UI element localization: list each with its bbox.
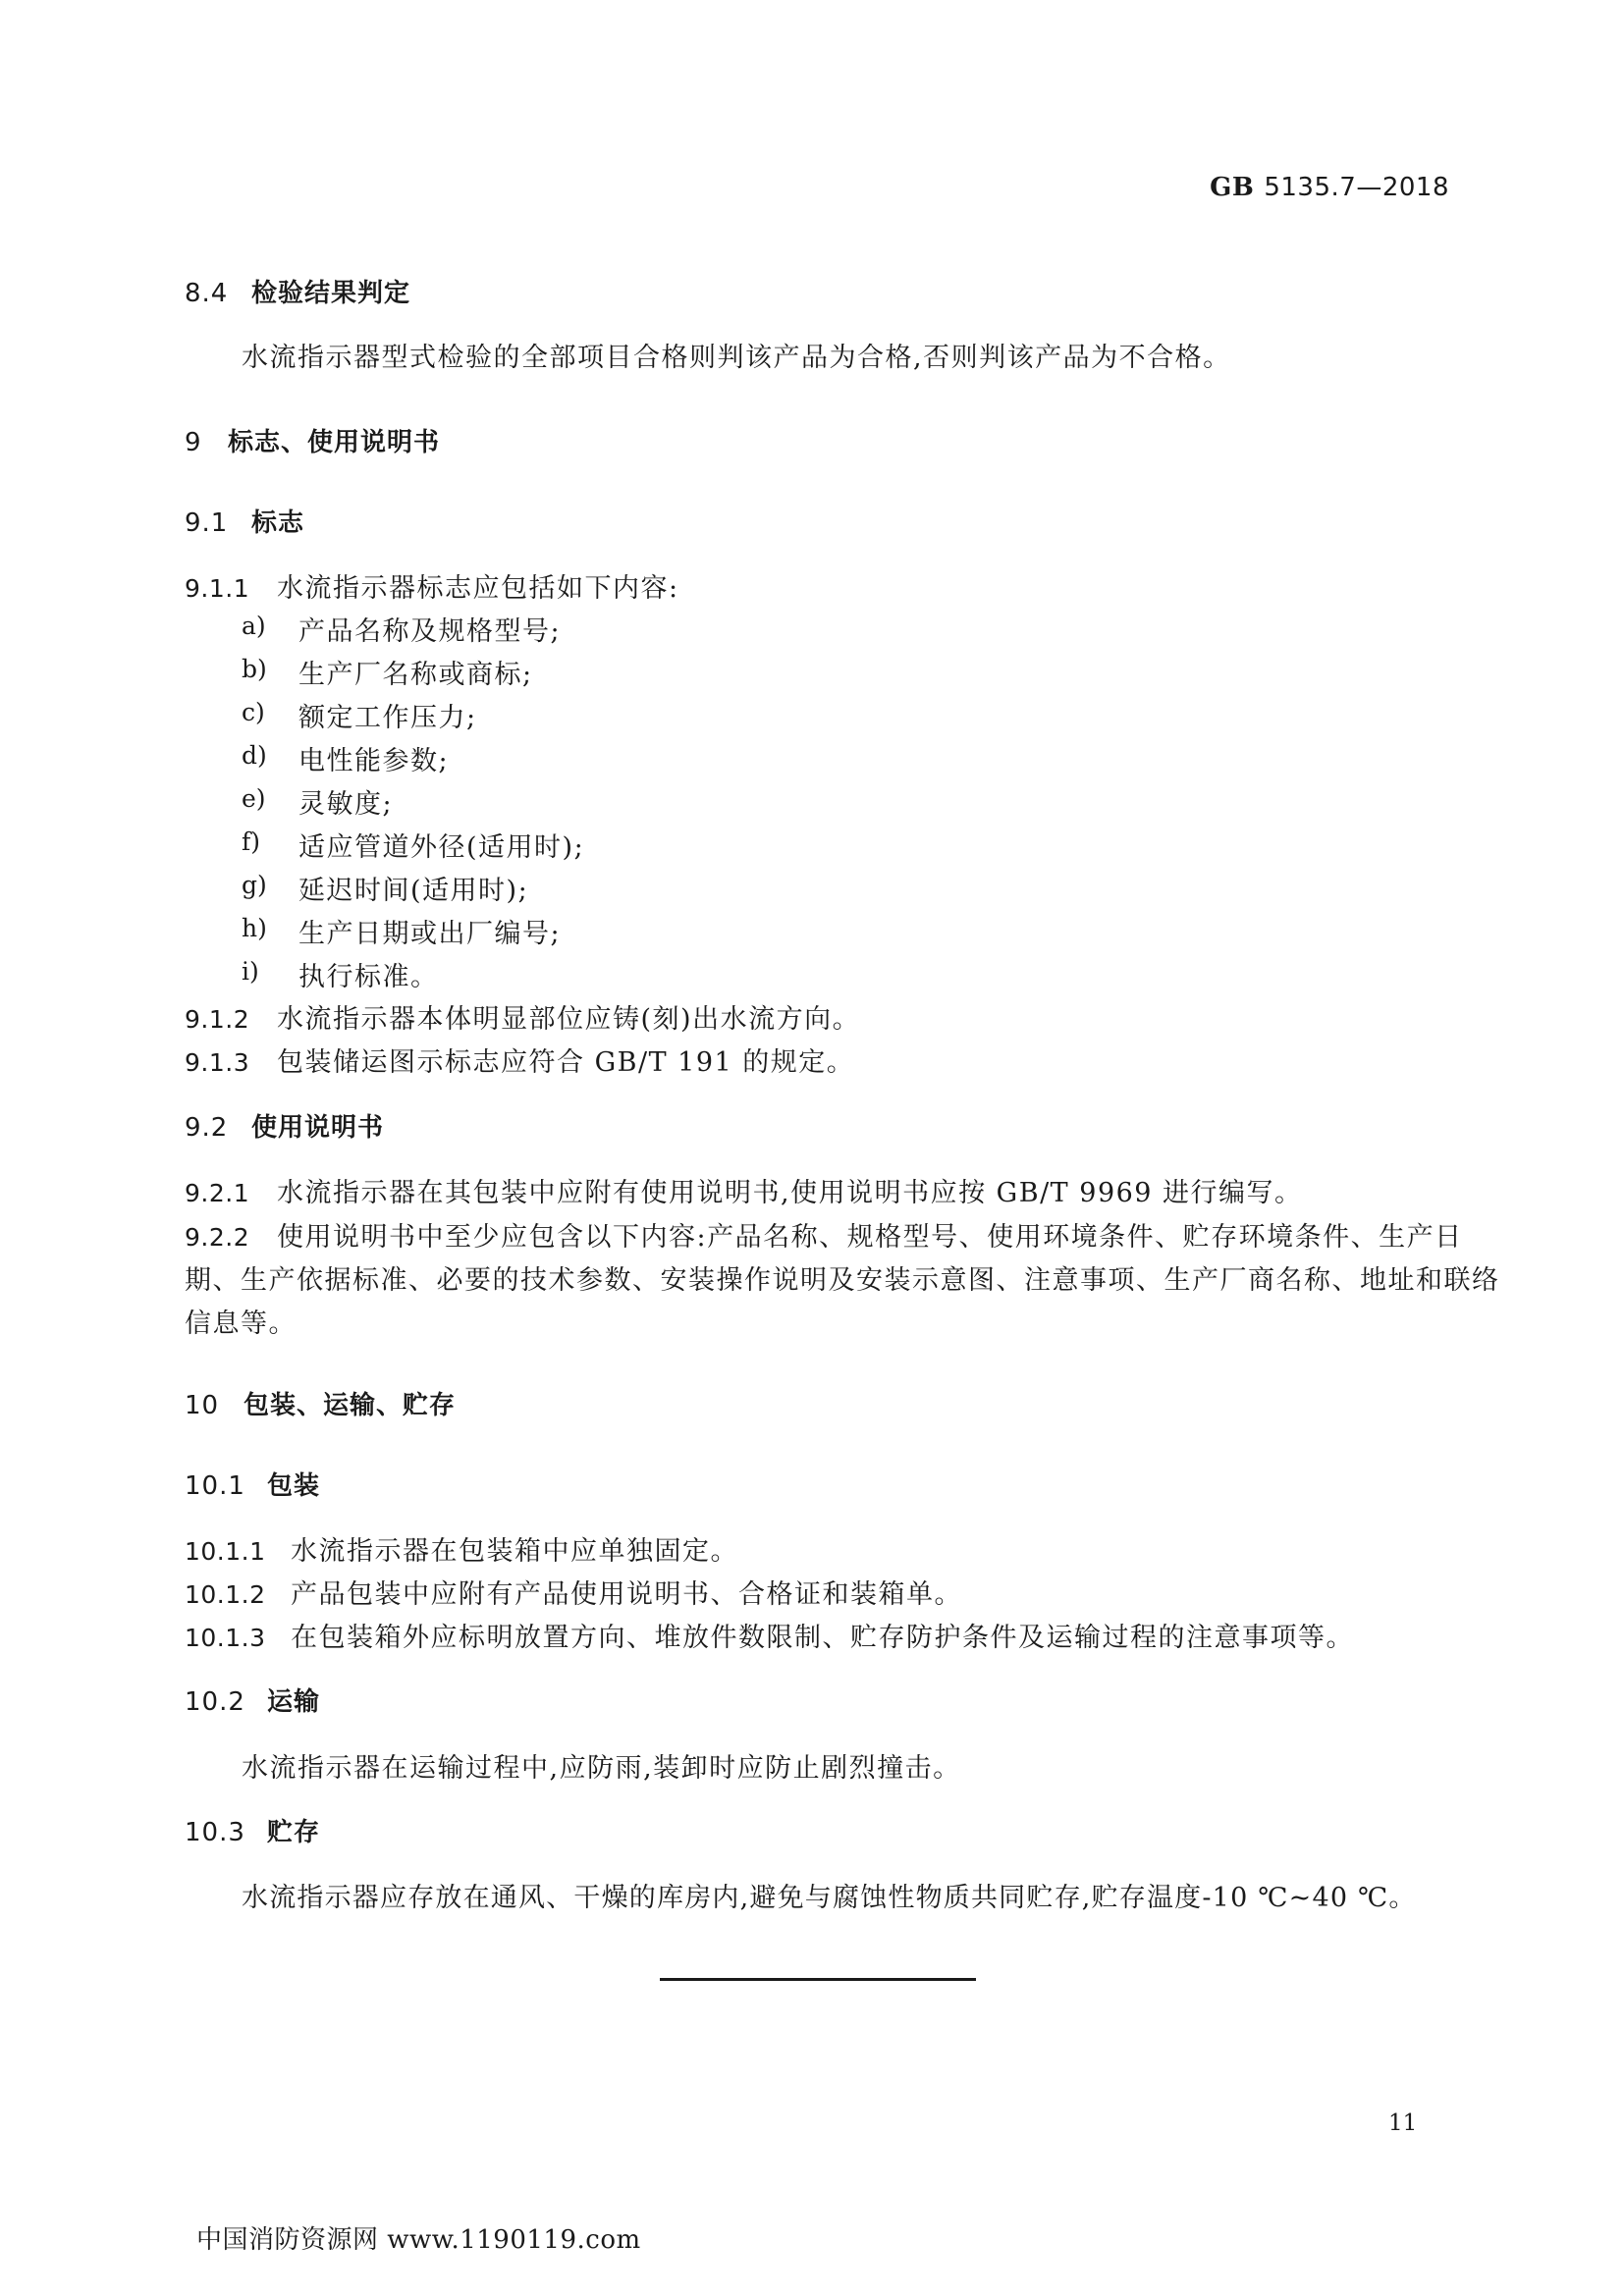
clause-9-1-3 (185, 1041, 854, 1079)
clause-text: 水流指示器在包装箱中应单独固定。 (291, 1536, 738, 1567)
clause-title: 包装、运输、贮存 (244, 1391, 457, 1420)
item-text: 产品名称及规格型号; (298, 616, 562, 647)
clause-text-line: 信息等。 (185, 1308, 297, 1339)
clause-number: 9.1.1 (185, 574, 250, 603)
paragraph-8-4: 水流指示器型式检验的全部项目合格则判该产品为合格,否则判该产品为不合格。 (242, 343, 1231, 373)
clause-number: 8.4 (185, 279, 229, 308)
clause-9-2-2 (185, 1215, 1463, 1254)
clause-number: 10.1 (185, 1471, 245, 1501)
clause-number: 10.1.2 (185, 1580, 266, 1609)
heading-10-2 (185, 1682, 320, 1718)
item-letter: a) (242, 612, 266, 640)
item-text: 生产日期或出厂编号; (298, 919, 562, 949)
standard-prefix: GB (1210, 173, 1255, 202)
clause-title: 使用说明书 (251, 1113, 385, 1143)
clause-title: 检验结果判定 (251, 279, 411, 308)
item-letter: f) (242, 828, 261, 856)
item-text: 电性能参数; (298, 746, 450, 776)
clause-number: 10.2 (185, 1687, 245, 1717)
clause-number: 9.1.2 (185, 1005, 250, 1034)
paragraph-10-3: 水流指示器应存放在通风、干燥的库房内,避免与腐蚀性物质共同贮存,贮存温度-10 ℃~40 ℃。 (242, 1883, 1417, 1913)
clause-text: 水流指示器在其包装中应附有使用说明书,使用说明书应按 GB/T 9969 进行编写。 (277, 1178, 1303, 1208)
item-letter: h) (242, 914, 267, 942)
heading-8-4 (185, 273, 410, 309)
item-text: 适应管道外径(适用时); (298, 832, 585, 863)
clause-10-1-3 (185, 1616, 1354, 1654)
paragraph-10-2: 水流指示器在运输过程中,应防雨,装卸时应防止剧烈撞击。 (242, 1753, 961, 1784)
heading-10-1 (185, 1466, 320, 1502)
item-text: 额定工作压力; (298, 703, 477, 733)
clause-number: 10.3 (185, 1818, 245, 1847)
clause-title: 运输 (267, 1687, 321, 1717)
standard-number (1210, 173, 1449, 202)
clause-title: 标志 (251, 508, 305, 538)
end-rule (660, 1978, 976, 1981)
item-text: 延迟时间(适用时); (298, 876, 529, 906)
clause-title: 贮存 (267, 1818, 321, 1847)
standard-code: 5135.7—2018 (1264, 173, 1449, 202)
clause-number: 10 (185, 1391, 220, 1420)
clause-number: 9.2 (185, 1113, 229, 1143)
clause-text: 在包装箱外应标明放置方向、堆放件数限制、贮存防护条件及运输过程的注意事项等。 (291, 1623, 1354, 1653)
clause-title: 包装 (267, 1471, 321, 1501)
clause-9-2-1 (185, 1171, 1303, 1209)
clause-number: 9.2.1 (185, 1179, 250, 1207)
item-letter: c) (242, 698, 265, 726)
clause-number: 9 (185, 428, 202, 457)
clause-number: 10.1.3 (185, 1624, 266, 1652)
item-letter: g) (242, 871, 267, 899)
clause-9-1-1 (185, 566, 679, 605)
heading-9-1 (185, 503, 304, 539)
clause-title: 标志、使用说明书 (228, 428, 441, 457)
clause-number: 9.1.3 (185, 1048, 250, 1077)
heading-10-3 (185, 1812, 320, 1848)
item-letter: i) (242, 957, 259, 986)
clause-text: 水流指示器本体明显部位应铸(刻)出水流方向。 (277, 1004, 861, 1035)
heading-9 (185, 422, 440, 458)
item-text: 生产厂名称或商标; (298, 660, 533, 690)
item-text: 灵敏度; (298, 789, 394, 820)
clause-number: 9.1 (185, 508, 229, 538)
heading-10 (185, 1385, 456, 1421)
clause-text: 产品包装中应附有产品使用说明书、合格证和装箱单。 (291, 1579, 962, 1610)
clause-9-1-2 (185, 997, 860, 1036)
clause-10-1-2 (185, 1573, 962, 1611)
clause-number: 10.1.1 (185, 1537, 266, 1566)
item-text: 执行标准。 (298, 962, 439, 992)
footer-watermark: 中国消防资源网 www.1190119.com (196, 2225, 641, 2255)
clause-text-line: 使用说明书中至少应包含以下内容:产品名称、规格型号、使用环境条件、贮存环境条件、生产日 (277, 1222, 1463, 1253)
clause-10-1-1 (185, 1529, 738, 1568)
clause-text-line: 期、生产依据标准、必要的技术参数、安装操作说明及安装示意图、注意事项、生产厂商名称、地址和联络 (185, 1265, 1500, 1296)
page-number: 11 (1388, 2110, 1418, 2136)
item-letter: d) (242, 741, 267, 770)
item-letter: e) (242, 784, 266, 813)
heading-9-2 (185, 1107, 384, 1144)
clause-number: 9.2.2 (185, 1223, 250, 1252)
clause-text: 包装储运图示标志应符合 GB/T 191 的规定。 (277, 1047, 855, 1078)
clause-text: 水流指示器标志应包括如下内容: (277, 573, 679, 604)
item-letter: b) (242, 655, 267, 683)
